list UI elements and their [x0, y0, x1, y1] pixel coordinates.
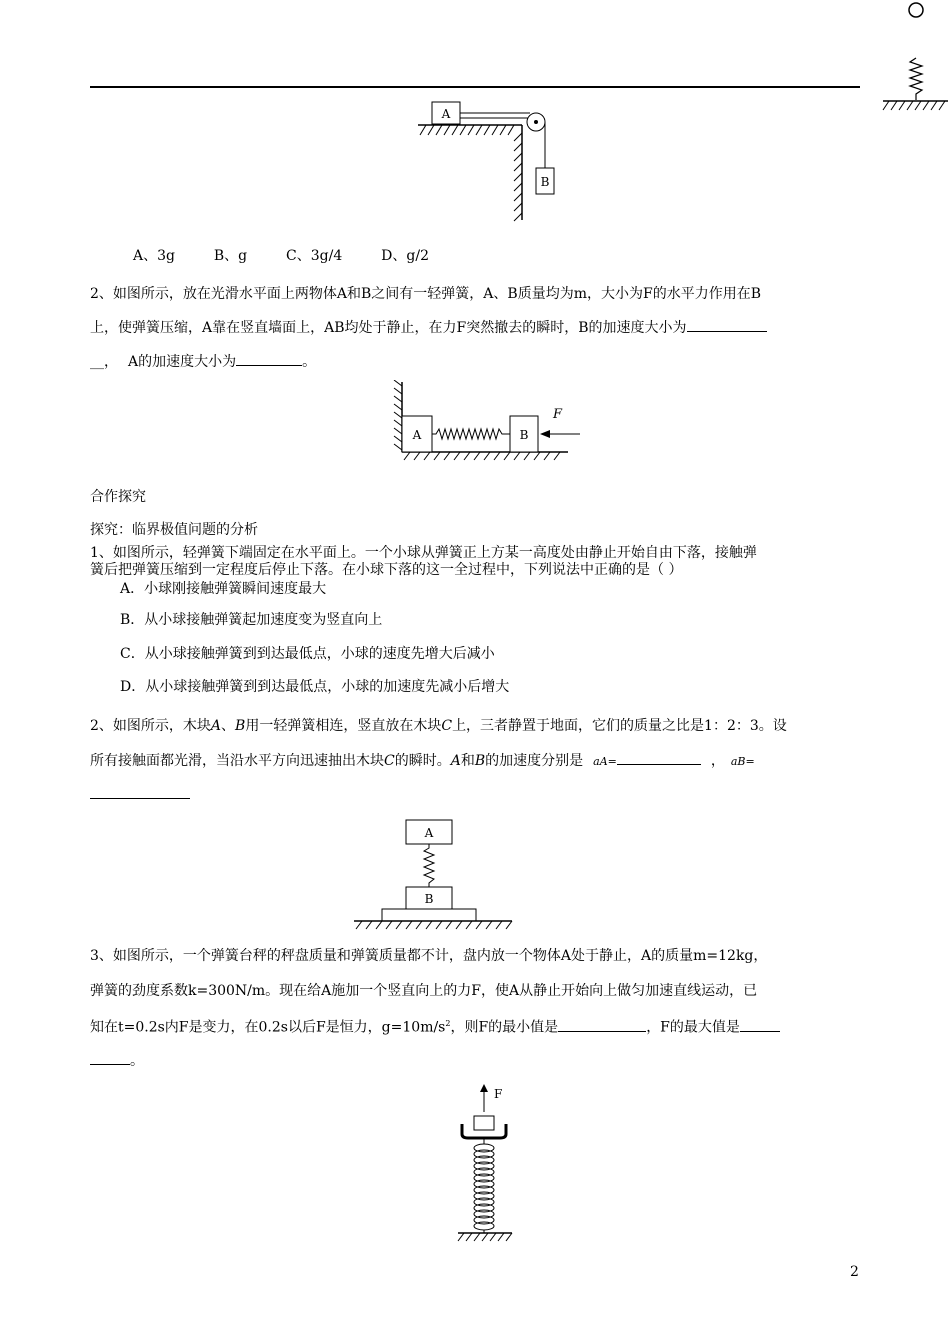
e1-option-d[interactable]: D．从小球接触弹簧到到达最低点，小球的加速度先减小后增大 [120, 679, 510, 695]
e3-max-blank[interactable] [740, 1017, 780, 1032]
e2-var-b2: B [474, 753, 486, 769]
e2-sep: ， [710, 753, 725, 769]
e2-line1-a: 2、如图所示，木块 [90, 718, 211, 734]
e2-line2 [90, 750, 755, 772]
table-hatch [420, 125, 522, 221]
section-title: 合作探究 [90, 489, 146, 505]
e3-line3 [90, 1014, 780, 1038]
q2-line3-end: 。 [302, 354, 317, 370]
block-b-label: B [519, 428, 529, 442]
e3-superscript: 2 [445, 1019, 451, 1028]
prev-options [133, 246, 429, 266]
e1-option-c[interactable]: C．从小球接触弹簧到到达最低点，小球的速度先增大后减小 [120, 646, 495, 662]
force-label: F [494, 1087, 503, 1101]
option-a[interactable]: A、3g [133, 248, 175, 264]
e3-line3-b: ，则F的最小值是 [450, 1019, 559, 1036]
q2-answer-a-blank[interactable] [236, 351, 302, 366]
q2-answer-b-blank[interactable] [687, 317, 767, 332]
block-a-label: A [424, 826, 434, 840]
pulley-figure [418, 98, 568, 222]
e1-option-a[interactable]: A．小球刚接触弹簧瞬间速度最大 [120, 581, 327, 597]
e2-aB-label: aB= [730, 755, 755, 768]
section-subtitle: 探究：临界极值问题的分析 [90, 522, 258, 538]
coil-spring [474, 1144, 494, 1230]
q2-line1: 2、如图所示，放在光滑水平面上两物体A和B之间有一轻弹簧，A、B质量均为m，大小为F的水平力作用在B [90, 286, 761, 302]
e3-line2: 弹簧的劲度系数k=300N/m。现在给A施加一个竖直向上的力F，使A从静止开始向上做匀加速直线运动，已 [90, 983, 758, 999]
e3-line4-end: 。 [130, 1053, 144, 1069]
force-arrowhead [540, 430, 550, 438]
ball-circle [909, 3, 923, 17]
base-hatch [458, 1233, 512, 1241]
e3-line3-c: ，F的最大值是 [646, 1019, 740, 1036]
e2-aA-label: aA= [593, 755, 617, 768]
header-rule [90, 86, 860, 88]
force-label: F [553, 407, 563, 422]
e2-line2-a: 所有接触面都光滑，当沿水平方向迅速抽出木块 [90, 753, 384, 769]
spring [424, 844, 434, 887]
e2-var-a2: A [450, 753, 461, 769]
pulley-axle [534, 120, 538, 124]
block-b-label: B [424, 892, 434, 906]
spring [432, 429, 510, 439]
e3-min-blank[interactable] [558, 1017, 646, 1032]
q2-line2-text: 上，使弹簧压缩，A靠在竖直墙面上，AB均处于静止，在力F突然撤去的瞬时，B的加速度大小为 [90, 320, 687, 336]
option-d[interactable]: D、g/2 [381, 248, 429, 264]
wall-spring-figure [390, 380, 590, 470]
e1-option-b[interactable]: B．从小球接触弹簧起加速度变为竖直向上 [120, 612, 383, 628]
object-a [474, 1116, 494, 1130]
option-b[interactable]: B、g [213, 248, 248, 264]
e2-line1-c: 用一轻弹簧相连，竖直放在木块 [245, 718, 442, 734]
e2-line1-d: 上，三者静置于地面，它们的质量之比是1：2：3。设 [452, 718, 787, 734]
corner-ground-hatch [883, 101, 945, 110]
e3-line3-a: 知在t=0.2s内F是变力，在0.2s以后F是恒力，g=10m/s [90, 1019, 446, 1036]
block-a-label: A [412, 428, 422, 442]
e3-line4 [90, 1050, 144, 1071]
e2-var-b: B [235, 718, 246, 734]
e1-line1: 1、如图所示，轻弹簧下端固定在水平面上。一个小球从弹簧正上方某一高度处由静止开始自由下落，接触弹 [90, 545, 757, 561]
corner-spring [910, 58, 922, 100]
e3-max-blank-cont[interactable] [90, 1050, 130, 1065]
ground-hatch [356, 921, 512, 929]
q2-line3 [90, 351, 316, 372]
q2-line3-start: __， [90, 354, 118, 370]
e2-line2-b: 的瞬时。 [394, 753, 451, 769]
scale-figure [450, 1080, 530, 1250]
e2-line1 [90, 716, 787, 736]
corner-spring-figure [875, 0, 950, 120]
e2-aA-blank[interactable] [617, 750, 701, 765]
abc-figure [352, 815, 522, 935]
option-c[interactable]: C、3g/4 [286, 248, 343, 264]
e2-var-c: C [441, 718, 453, 734]
e2-and: 和 [460, 753, 475, 769]
e2-line1-b: 、 [221, 718, 236, 734]
force-arrowhead [480, 1084, 488, 1092]
page-number: 2 [850, 1264, 859, 1280]
e1-line2: 簧后把弹簧压缩到一定程度后停止下落。在小球下落的这一全过程中，下列说法中正确的是（ ） [90, 562, 683, 578]
floor-hatch [404, 452, 560, 460]
e2-var-c2: C [384, 753, 395, 769]
q2-line3-text: A的加速度大小为 [128, 354, 237, 370]
e2-aB-blank[interactable] [90, 798, 190, 799]
block-a-label: A [441, 107, 451, 121]
block-c [382, 909, 476, 921]
e3-line1: 3、如图所示，一个弹簧台秤的秤盘质量和弹簧质量都不计，盘内放一个物体A处于静止，A的质量m=12kg， [90, 948, 768, 964]
q2-line2 [90, 317, 767, 338]
wall-hatch [394, 380, 402, 450]
e2-line2-c: 的加速度分别是 [485, 753, 584, 769]
e2-var-a: A [210, 718, 222, 734]
block-b-label: B [540, 175, 550, 189]
